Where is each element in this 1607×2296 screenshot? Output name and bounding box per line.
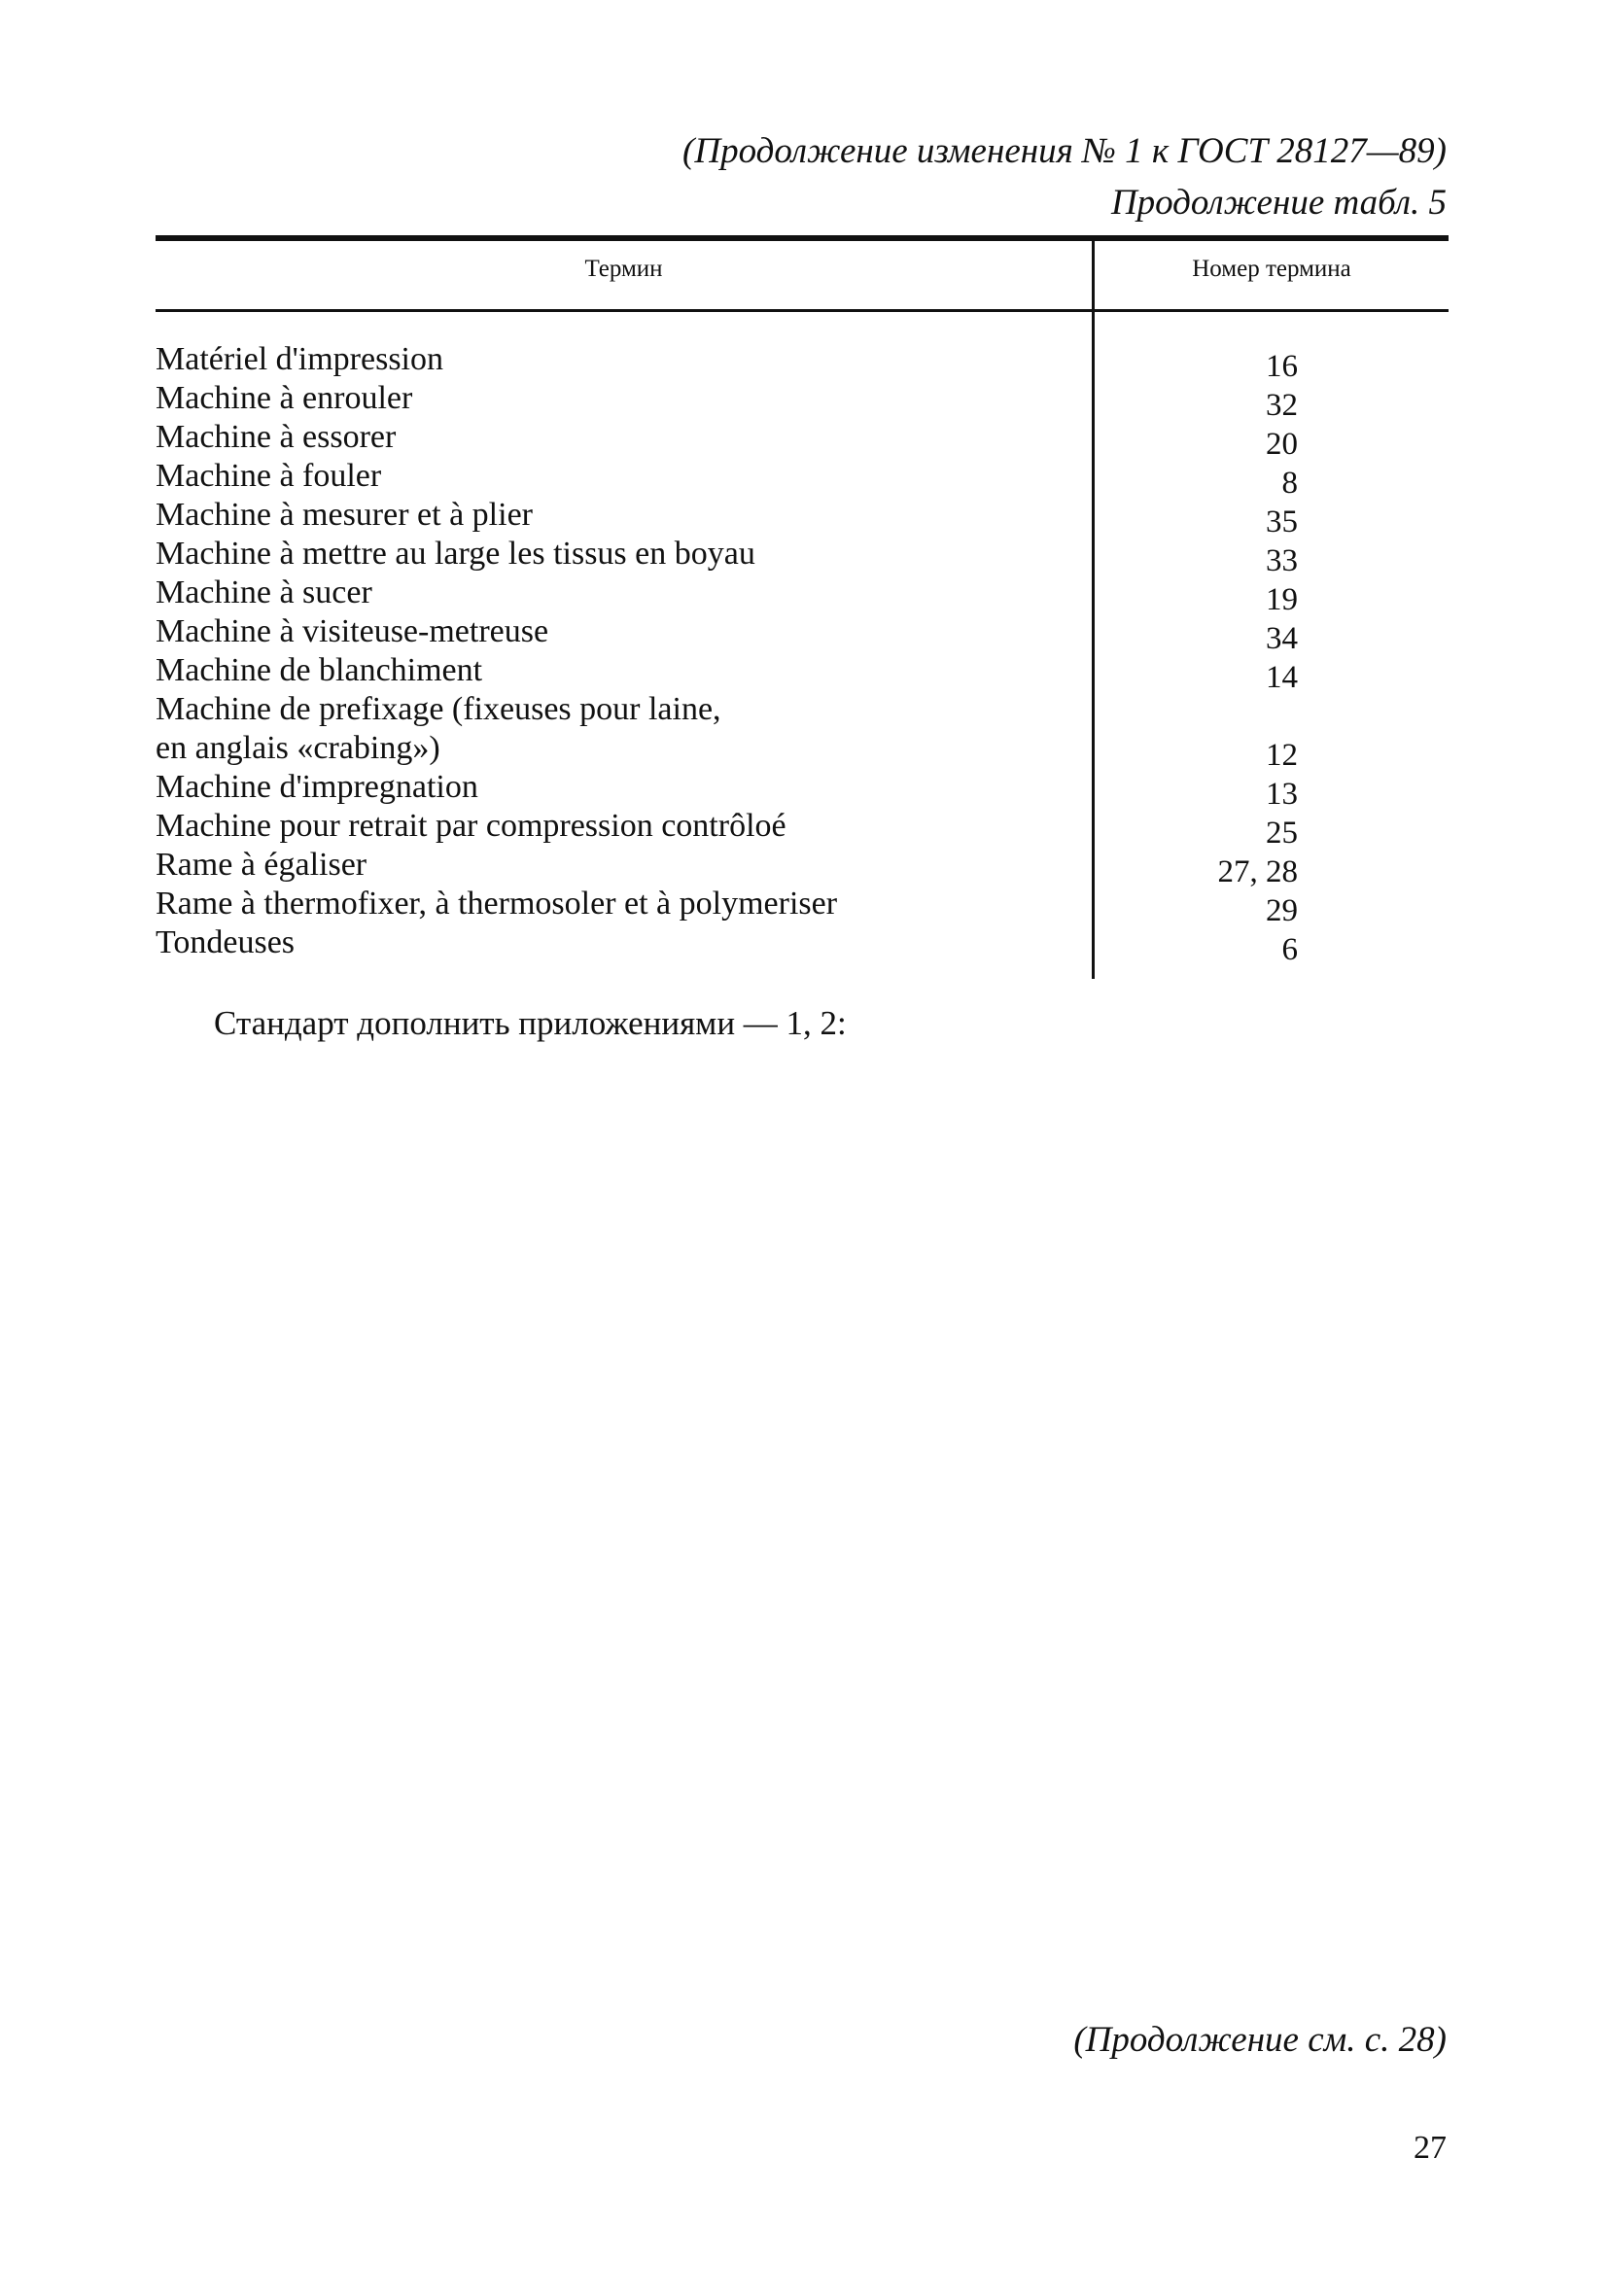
term-row: Machine à visiteuse-metreuse [156, 613, 549, 649]
term-row: Machine à essorer [156, 419, 397, 455]
term-row: Machine de blanchiment [156, 652, 483, 688]
term-number: 35 [1266, 504, 1298, 539]
term-row: Machine à mettre au large les tissus en boyau [156, 536, 755, 572]
table-header-rule [156, 309, 1449, 312]
term-row: Rame à égaliser [156, 847, 367, 883]
appendix-note: Стандарт дополнить приложениями — 1, 2: [214, 1004, 847, 1042]
term-number: 16 [1266, 349, 1298, 384]
table-continuation-label: Продолжение табл. 5 [1110, 183, 1447, 223]
table-top-rule [156, 235, 1449, 241]
term-number: 12 [1266, 738, 1298, 773]
term-number: 20 [1266, 427, 1298, 462]
term-number: 27, 28 [1217, 854, 1298, 889]
term-number: 19 [1266, 582, 1298, 617]
amendment-header: (Продолжение изменения № 1 к ГОСТ 28127—89) [682, 131, 1447, 171]
term-row: Rame à thermofixer, à thermosoler et à polymeriser [156, 886, 838, 922]
term-row: Machine pour retrait par compression contrôloé [156, 808, 786, 844]
term-row: Machine à enrouler [156, 380, 413, 416]
term-row: Machine à sucer [156, 574, 372, 610]
term-row: Tondeuses [156, 924, 296, 960]
page-number: 27 [1414, 2130, 1447, 2166]
term-number: 32 [1266, 388, 1298, 423]
term-list [156, 340, 837, 962]
term-row: Matériel d'impression [156, 341, 444, 377]
term-row: Machine à mesurer et à plier [156, 497, 533, 533]
term-number: 34 [1266, 621, 1298, 656]
term-number: 8 [1281, 466, 1298, 501]
terms-table [156, 235, 1449, 979]
continuation-note: (Продолжение см. с. 28) [1073, 2020, 1447, 2060]
column-header-term: Термин [584, 256, 663, 282]
term-row: en anglais «crabing») [156, 730, 440, 766]
column-header-number: Номер термина [1192, 256, 1351, 282]
term-number: 25 [1266, 816, 1298, 851]
term-number: 13 [1266, 777, 1298, 812]
term-number: 6 [1281, 932, 1298, 967]
term-row: Machine de prefixage (fixeuses pour laine, [156, 691, 721, 727]
term-row: Machine à fouler [156, 458, 382, 494]
term-number: 29 [1266, 893, 1298, 928]
term-number: 14 [1266, 660, 1298, 695]
term-number [1142, 697, 1298, 736]
term-number-list [1142, 347, 1298, 969]
table-column-divider [1092, 241, 1095, 979]
term-row: Machine d'impregnation [156, 769, 478, 805]
term-number: 33 [1266, 543, 1298, 578]
